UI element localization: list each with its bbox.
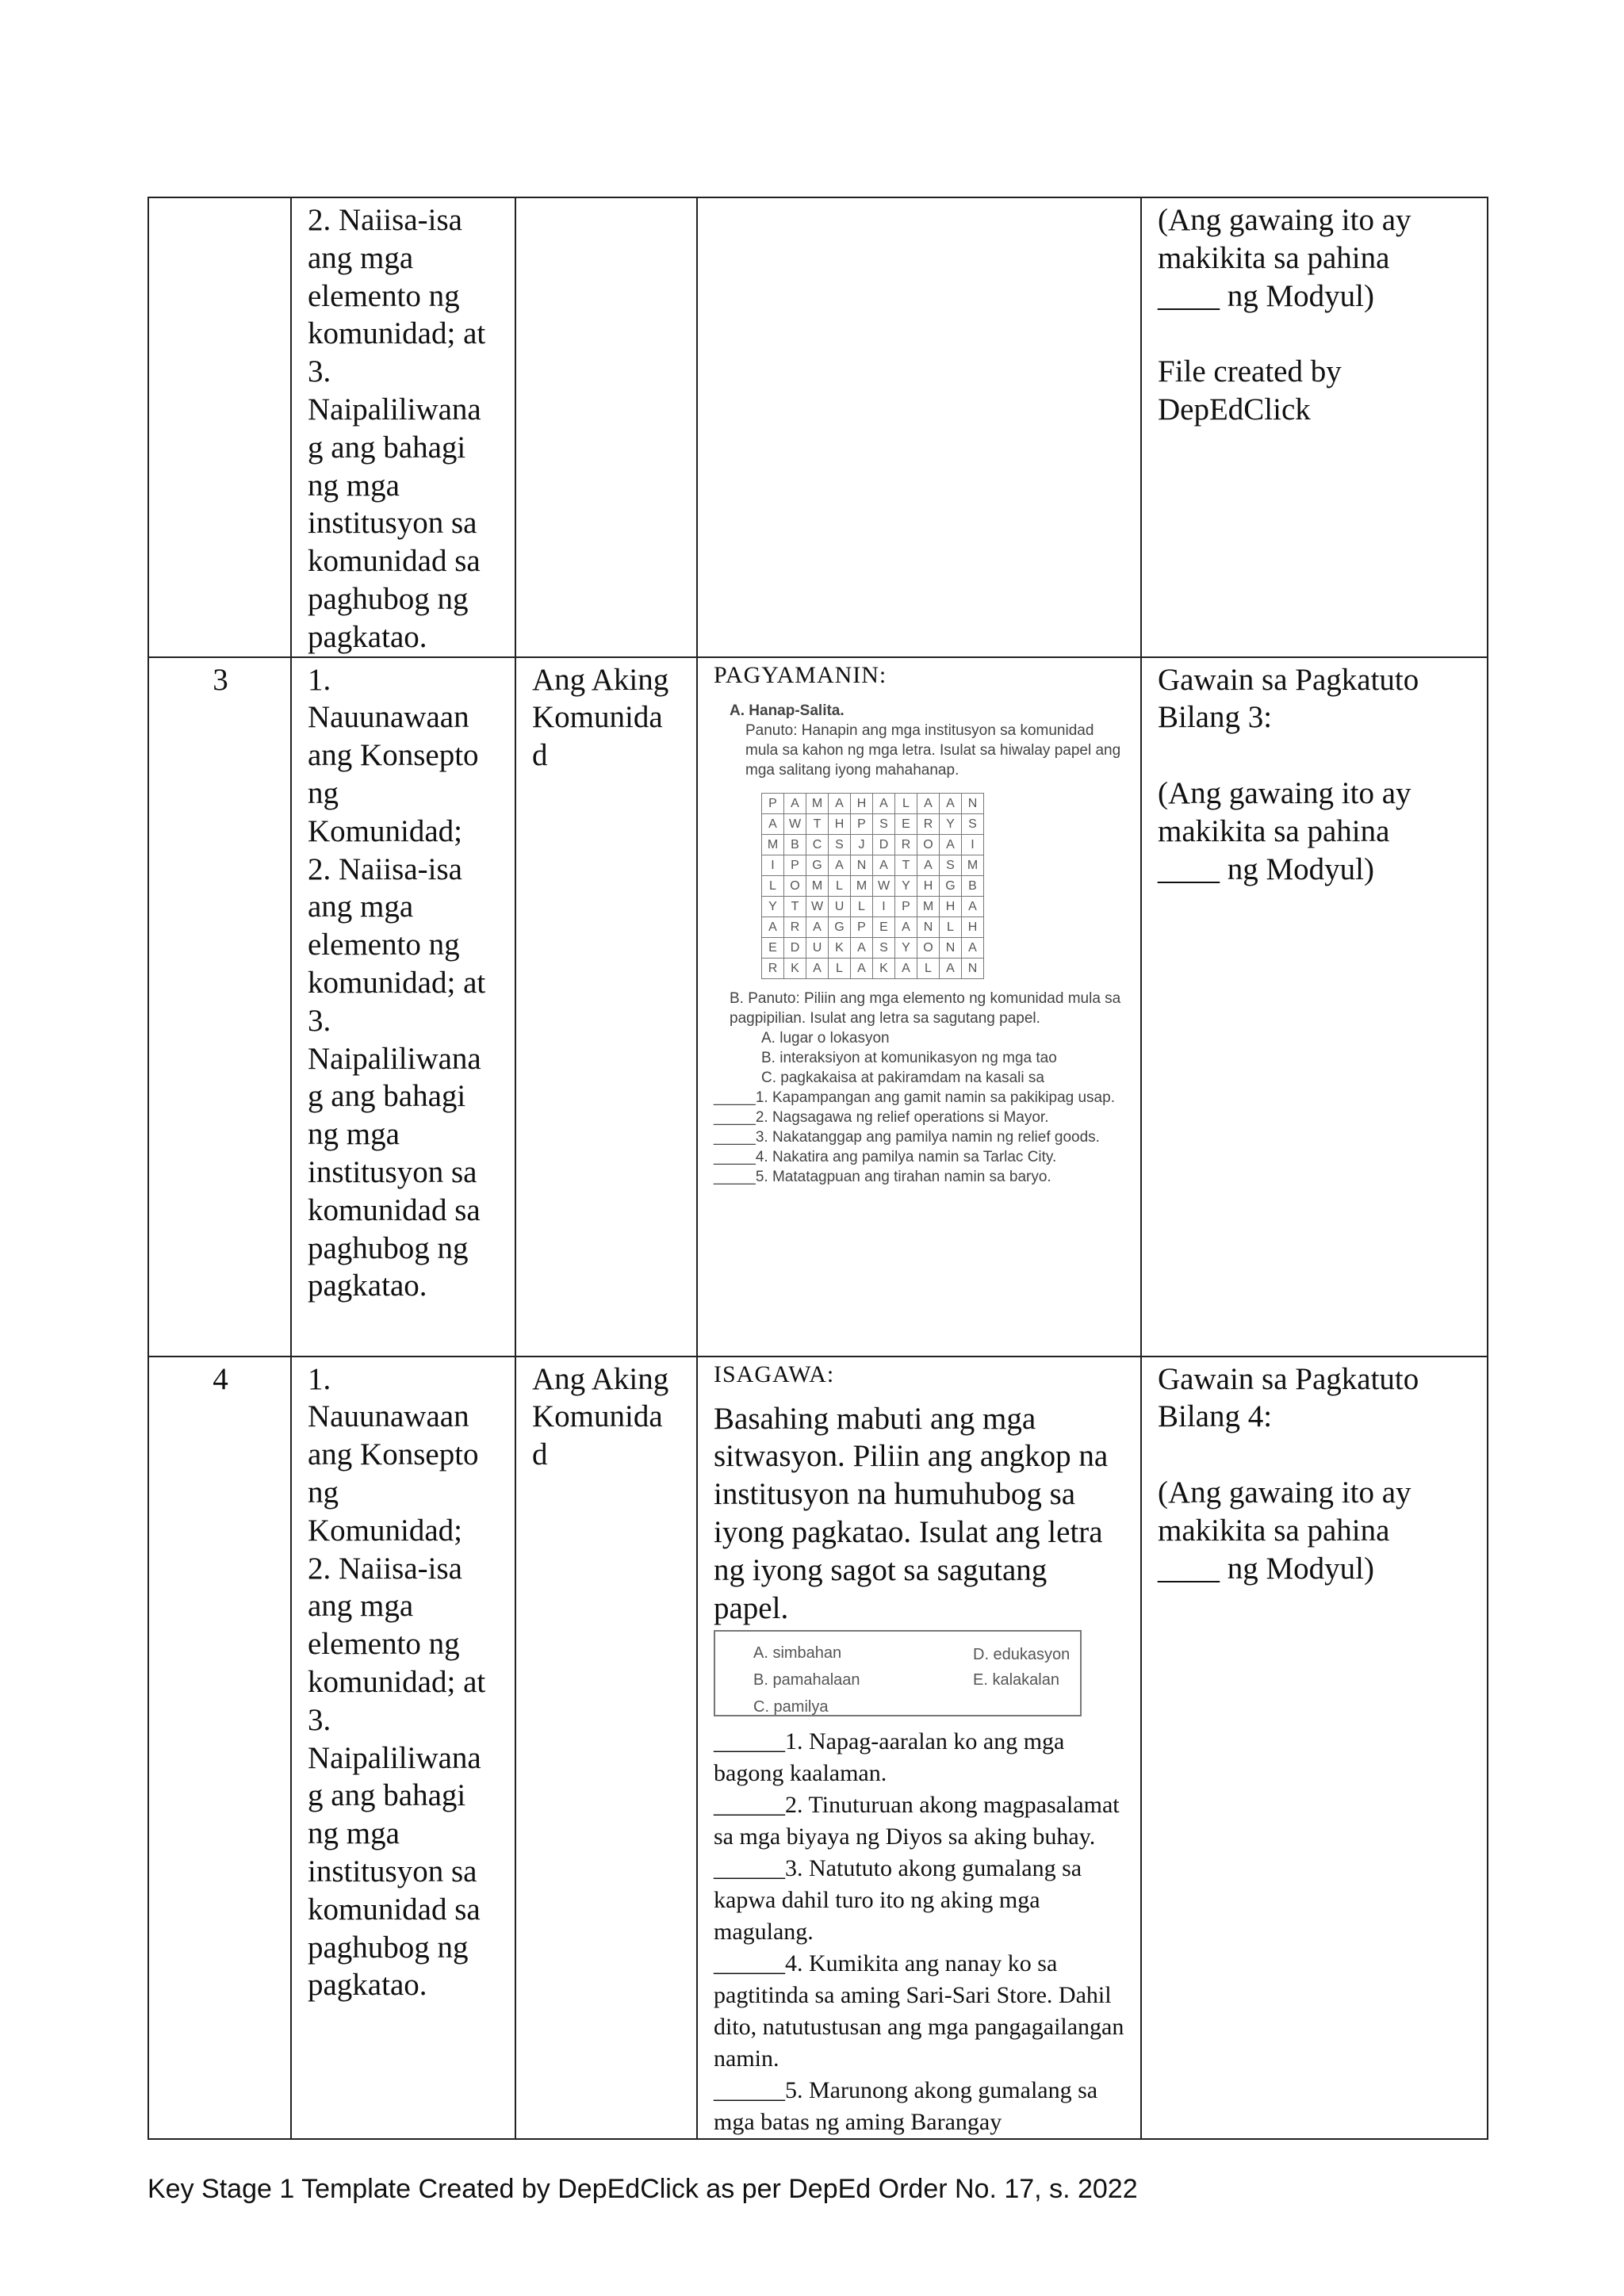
table-row bbox=[148, 657, 1488, 1357]
word-search-row bbox=[762, 813, 984, 834]
section-header: ISAGAWA: bbox=[714, 1360, 835, 1387]
word-search-cell: K bbox=[873, 958, 895, 978]
section-header: PAGYAMANIN: bbox=[714, 661, 887, 688]
word-search-cell: A bbox=[873, 793, 895, 813]
word-search-cell: A bbox=[806, 958, 829, 978]
word-search-cell: H bbox=[940, 896, 962, 916]
choice-item: B. pamahalaan bbox=[753, 1671, 860, 1689]
word-search-cell: O bbox=[917, 834, 940, 855]
word-search-cell: N bbox=[962, 958, 984, 978]
word-search-cell: M bbox=[962, 855, 984, 875]
objectives-cell: 2. Naiisa-isa ang mga elemento ng komunidad; at 3. Naipaliliwana g ang bahagi ng mga institusyon sa komunidad sa paghubog ng pagkatao. bbox=[291, 197, 515, 657]
lesson-plan-table bbox=[147, 197, 1488, 2140]
word-search-cell: A bbox=[851, 958, 873, 978]
word-search-cell: R bbox=[762, 958, 784, 978]
word-search-cell: A bbox=[917, 855, 940, 875]
activity-note-cell: (Ang gawaing ito ay makikita sa pahina ____ ng Modyul) File created by DepEdClick bbox=[1141, 197, 1488, 657]
list-item: _____2. Nagsagawa ng relief operations si Mayor. bbox=[714, 1108, 1049, 1126]
word-search-cell: L bbox=[829, 875, 851, 896]
word-search-cell: A bbox=[851, 937, 873, 958]
list-item: _____4. Nakatira ang pamilya namin sa Tarlac City. bbox=[714, 1148, 1057, 1165]
choice-item: E. kalakalan bbox=[973, 1671, 1059, 1689]
table-row bbox=[148, 1357, 1488, 2140]
word-search-cell: U bbox=[806, 937, 829, 958]
word-search-cell: S bbox=[829, 834, 851, 855]
word-search-cell: L bbox=[940, 916, 962, 937]
activity-b-items bbox=[714, 1088, 1126, 1187]
objectives-cell: 1. Nauunawaan ang Konsepto ng Komunidad; 2. Naiisa-isa ang mga elemento ng komunidad; at 3. Naipaliliwana g ang bahagi ng mga institusyon sa komunidad sa paghubog ng pagkatao. bbox=[291, 1357, 515, 2140]
content-cell bbox=[697, 657, 1141, 1357]
word-search-cell: Y bbox=[895, 937, 917, 958]
word-search-cell: J bbox=[851, 834, 873, 855]
word-search-cell: L bbox=[851, 896, 873, 916]
day-number-cell bbox=[148, 197, 291, 657]
word-search-cell: A bbox=[895, 958, 917, 978]
word-search-cell: S bbox=[873, 813, 895, 834]
word-search-cell: P bbox=[895, 896, 917, 916]
word-search-cell: Y bbox=[895, 875, 917, 896]
word-search-cell: M bbox=[762, 834, 784, 855]
word-search-cell: A bbox=[762, 916, 784, 937]
word-search-cell: A bbox=[895, 916, 917, 937]
word-search-cell: A bbox=[784, 793, 806, 813]
word-search-cell: E bbox=[762, 937, 784, 958]
word-search-cell: H bbox=[829, 813, 851, 834]
word-search-cell: I bbox=[762, 855, 784, 875]
list-item: ______5. Marunong akong gumalang sa mga batas ng aming Barangay bbox=[714, 2077, 1098, 2136]
word-search-cell: M bbox=[917, 896, 940, 916]
word-search-cell: W bbox=[806, 896, 829, 916]
word-search-row bbox=[762, 916, 984, 937]
activity-a-title: A. Hanap-Salita. bbox=[730, 702, 845, 719]
word-search-cell: Y bbox=[940, 813, 962, 834]
activity-note-cell: Gawain sa Pagkatuto Bilang 4: (Ang gawaing ito ay makikita sa pahina ____ ng Modyul) bbox=[1141, 1357, 1488, 2140]
word-search-cell: H bbox=[851, 793, 873, 813]
word-search-cell: A bbox=[940, 793, 962, 813]
option-item: C. pagkakaisa at pakiramdam na kasali sa bbox=[761, 1069, 1044, 1086]
word-search-cell: P bbox=[851, 916, 873, 937]
list-item: ______2. Tinuturuan akong magpasalamat sa mga biyaya ng Diyos sa aking buhay. bbox=[714, 1792, 1120, 1850]
word-search-cell: W bbox=[873, 875, 895, 896]
word-search-cell: D bbox=[784, 937, 806, 958]
word-search-cell: Y bbox=[762, 896, 784, 916]
word-search-cell: N bbox=[962, 793, 984, 813]
word-search-row bbox=[762, 834, 984, 855]
word-search-cell: M bbox=[851, 875, 873, 896]
word-search-grid bbox=[761, 793, 984, 979]
word-search-cell: P bbox=[784, 855, 806, 875]
word-search-cell: L bbox=[917, 958, 940, 978]
word-search-cell: K bbox=[829, 937, 851, 958]
word-search-cell: O bbox=[784, 875, 806, 896]
word-search-cell: S bbox=[940, 855, 962, 875]
word-search-cell: A bbox=[940, 834, 962, 855]
isagawa-items bbox=[714, 1726, 1126, 2138]
word-search-cell: N bbox=[917, 916, 940, 937]
word-search-cell: T bbox=[806, 813, 829, 834]
word-search-cell: R bbox=[895, 834, 917, 855]
word-search-cell: H bbox=[917, 875, 940, 896]
word-search-cell: A bbox=[940, 958, 962, 978]
choice-item: C. pamilya bbox=[753, 1698, 829, 1716]
word-search-cell: A bbox=[762, 813, 784, 834]
word-search-cell: W bbox=[784, 813, 806, 834]
word-search-cell: M bbox=[806, 793, 829, 813]
content-cell bbox=[697, 197, 1141, 657]
table-row bbox=[148, 197, 1488, 657]
activity-a-instructions: Panuto: Hanapin ang mga institusyon sa komunidad mula sa kahon ng mga letra. Isulat sa hiwalay papel ang mga salitang iyong mahahanap. bbox=[745, 721, 1121, 779]
list-item: ______3. Natututo akong gumalang sa kapwa dahil turo ito ng aking mga magulang. bbox=[714, 1855, 1082, 1946]
word-search-cell: A bbox=[917, 793, 940, 813]
word-search-cell: A bbox=[829, 855, 851, 875]
word-search-cell: A bbox=[962, 896, 984, 916]
choices-box bbox=[714, 1630, 1082, 1716]
word-search-row bbox=[762, 896, 984, 916]
list-item: _____1. Kapampangan ang gamit namin sa pakikipag usap. bbox=[714, 1089, 1115, 1106]
word-search-cell: B bbox=[784, 834, 806, 855]
word-search-cell: N bbox=[851, 855, 873, 875]
word-search-cell: P bbox=[851, 813, 873, 834]
activity-b-options bbox=[761, 1028, 1126, 1088]
word-search-cell: T bbox=[895, 855, 917, 875]
word-search-cell: A bbox=[829, 793, 851, 813]
word-search-cell: S bbox=[962, 813, 984, 834]
word-search-cell: M bbox=[806, 875, 829, 896]
word-search-row bbox=[762, 875, 984, 896]
word-search-cell: A bbox=[873, 855, 895, 875]
word-search-cell: G bbox=[829, 916, 851, 937]
word-search-cell: E bbox=[895, 813, 917, 834]
word-search-cell: S bbox=[873, 937, 895, 958]
word-search-cell: G bbox=[940, 875, 962, 896]
word-search-row bbox=[762, 793, 984, 813]
option-item: A. lugar o lokasyon bbox=[761, 1029, 890, 1047]
objectives-cell: 1. Nauunawaan ang Konsepto ng Komunidad; 2. Naiisa-isa ang mga elemento ng komunidad; at 3. Naipaliliwana g ang bahagi ng mga institusyon sa komunidad sa paghubog ng pagkatao. bbox=[291, 657, 515, 1357]
activity-b-instructions: B. Panuto: Piliin ang mga elemento ng komunidad mula sa pagpipilian. Isulat ang letra sa sagutang papel. bbox=[730, 989, 1121, 1027]
word-search-cell: I bbox=[873, 896, 895, 916]
word-search-cell: R bbox=[784, 916, 806, 937]
word-search-cell: L bbox=[829, 958, 851, 978]
page-footer: Key Stage 1 Template Created by DepEdClick as per DepEd Order No. 17, s. 2022 bbox=[147, 2174, 1138, 2204]
word-search-cell: R bbox=[917, 813, 940, 834]
topic-cell: Ang Aking Komunida d bbox=[515, 657, 697, 1357]
word-search-cell: I bbox=[962, 834, 984, 855]
topic-cell bbox=[515, 197, 697, 657]
word-search-cell: C bbox=[806, 834, 829, 855]
word-search-cell: U bbox=[829, 896, 851, 916]
word-search-row bbox=[762, 937, 984, 958]
activity-note-cell: Gawain sa Pagkatuto Bilang 3: (Ang gawaing ito ay makikita sa pahina ____ ng Modyul) bbox=[1141, 657, 1488, 1357]
word-search-row bbox=[762, 855, 984, 875]
word-search-cell: G bbox=[806, 855, 829, 875]
list-item: ______1. Napag-aaralan ko ang mga bagong kaalaman. bbox=[714, 1728, 1065, 1787]
word-search-cell: B bbox=[962, 875, 984, 896]
day-number-cell: 4 bbox=[148, 1357, 291, 2140]
word-search-cell: L bbox=[762, 875, 784, 896]
list-item: _____5. Matatagpuan ang tirahan namin sa baryo. bbox=[714, 1168, 1051, 1185]
choice-item: D. edukasyon bbox=[973, 1646, 1071, 1664]
word-search-cell: N bbox=[940, 937, 962, 958]
option-item: B. interaksiyon at komunikasyon ng mga tao bbox=[761, 1049, 1057, 1066]
word-search-cell: D bbox=[873, 834, 895, 855]
word-search-cell: K bbox=[784, 958, 806, 978]
topic-cell: Ang Aking Komunida d bbox=[515, 1357, 697, 2140]
choice-item: A. simbahan bbox=[753, 1644, 842, 1663]
word-search-cell: A bbox=[962, 937, 984, 958]
word-search-row bbox=[762, 958, 984, 978]
word-search-cell: A bbox=[806, 916, 829, 937]
list-item: ______4. Kumikita ang nanay ko sa pagtitinda sa aming Sari-Sari Store. Dahil dito, natutustusan ang mga pangagailangan namin. bbox=[714, 1950, 1124, 2072]
content-cell bbox=[697, 1357, 1141, 2140]
word-search-cell: T bbox=[784, 896, 806, 916]
word-search-cell: O bbox=[917, 937, 940, 958]
word-search-cell: L bbox=[895, 793, 917, 813]
isagawa-instructions: Basahing mabuti ang mga sitwasyon. Piliin ang angkop na institusyon na humuhubog sa iyong pagkatao. Isulat ang letra ng iyong sagot sa sagutang papel. bbox=[714, 1401, 1109, 1625]
day-number-cell: 3 bbox=[148, 657, 291, 1357]
list-item: _____3. Nakatanggap ang pamilya namin ng relief goods. bbox=[714, 1128, 1100, 1146]
word-search-cell: E bbox=[873, 916, 895, 937]
word-search-cell: P bbox=[762, 793, 784, 813]
word-search-cell: H bbox=[962, 916, 984, 937]
